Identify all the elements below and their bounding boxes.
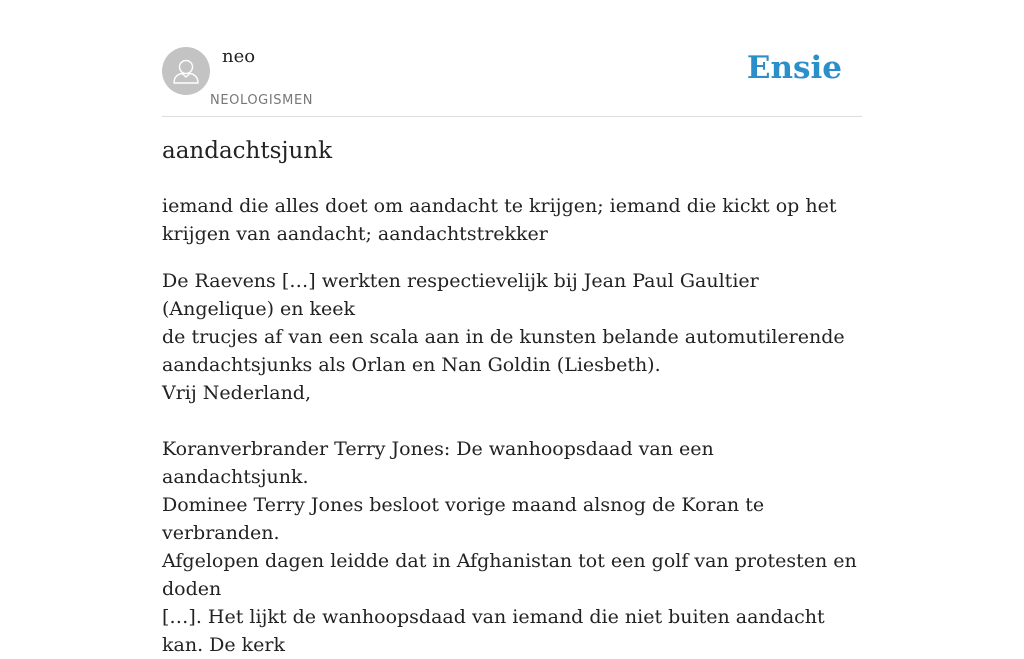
example-line: de trucjes af van een scala aan in de kunsten belande automutilerende xyxy=(162,326,845,348)
example-source: Vrij Nederland, xyxy=(162,382,312,404)
example-line: Dominee Terry Jones besloot vorige maand alsnog de Koran te verbranden. xyxy=(162,494,765,544)
entry-example xyxy=(162,267,862,659)
category-link[interactable]: NEOLOGISMEN xyxy=(210,93,314,108)
example-line: […]. Het lijkt de wanhoopsdaad van iemand die niet buiten aandacht kan. De kerk xyxy=(162,606,825,656)
entry-definition: iemand die alles doet om aandacht te krijgen; iemand die kickt op het krijgen van aandacht; aandachtstrekker xyxy=(162,195,837,245)
example-line: aandachtsjunks als Orlan en Nan Goldin (Liesbeth). xyxy=(162,354,661,376)
example-line: Afgelopen dagen leidde dat in Afghanistan tot een golf van protesten en doden xyxy=(162,550,857,600)
example-line: Koranverbrander Terry Jones: De wanhoopsdaad van een aandachtsjunk. xyxy=(162,438,714,488)
user-silhouette-icon xyxy=(162,47,210,95)
header xyxy=(162,0,862,117)
brand-logo[interactable]: Ensie xyxy=(746,50,842,86)
entry-word: aandachtsjunk xyxy=(162,138,333,164)
username[interactable]: neo xyxy=(222,46,256,67)
paragraph-gap xyxy=(162,407,862,435)
avatar[interactable] xyxy=(162,47,210,95)
example-line: De Raevens […] werkten respectievelijk bij Jean Paul Gaultier (Angelique) en keek xyxy=(162,270,759,320)
entry-page xyxy=(162,0,862,656)
